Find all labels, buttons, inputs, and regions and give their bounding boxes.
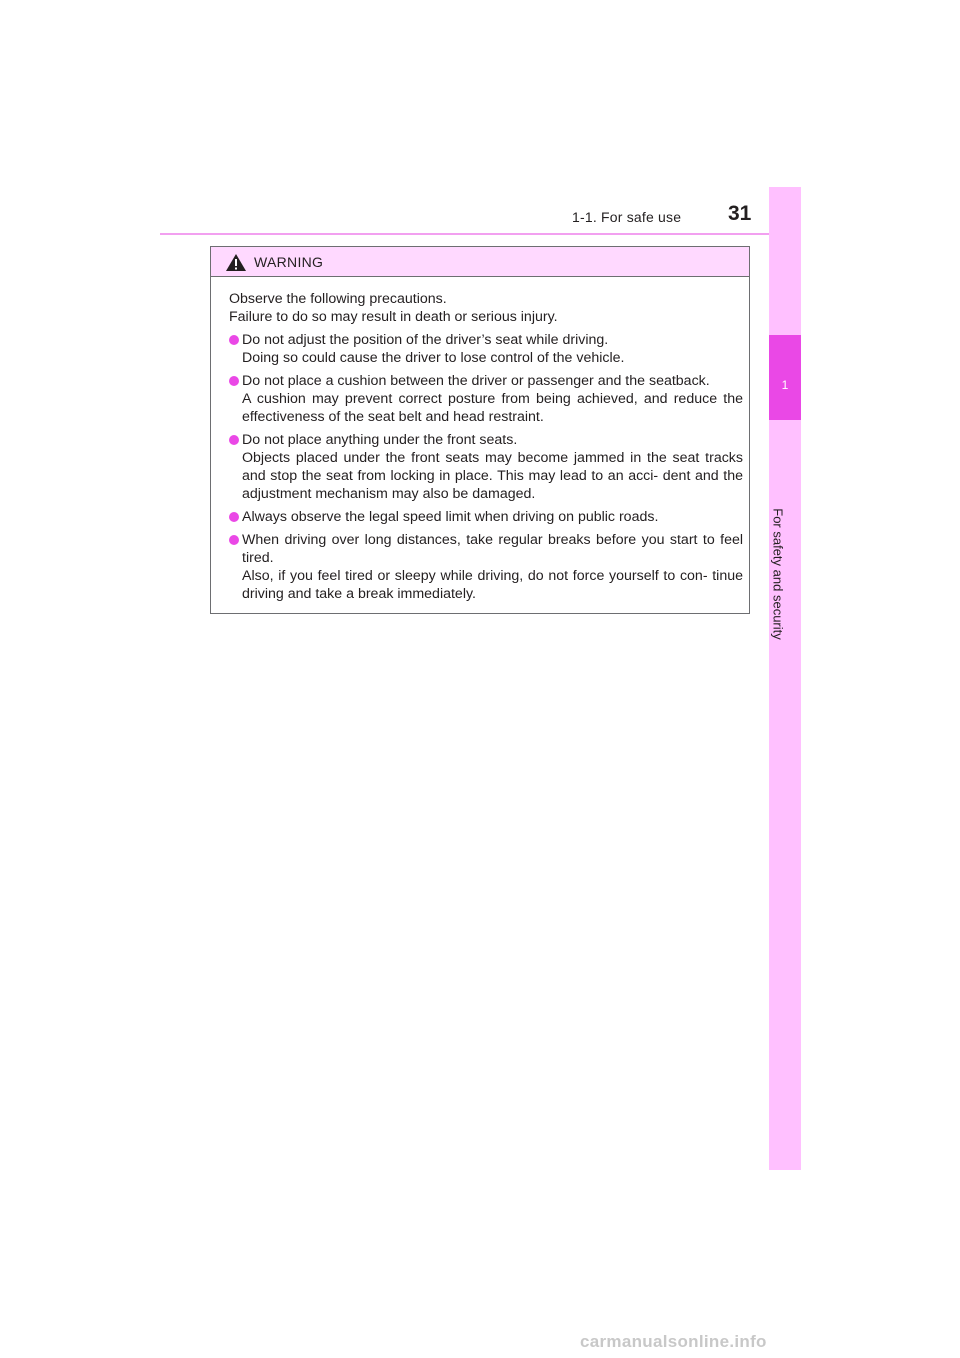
warning-header xyxy=(211,247,749,277)
precaution-item xyxy=(229,372,743,426)
precaution-item xyxy=(229,331,743,367)
warning-label: WARNING xyxy=(254,254,324,270)
bullet-dot-icon xyxy=(229,335,239,345)
intro-line: Observe the following precautions. xyxy=(229,291,447,307)
precaution-heading: Do not adjust the position of the driver’s seat while driving. xyxy=(242,332,609,348)
precaution-heading: Do not place anything under the front seats. xyxy=(242,432,518,448)
bullet-dot-icon xyxy=(229,435,239,445)
page-number: 31 xyxy=(728,202,752,225)
precaution-detail: Doing so could cause the driver to lose control of the vehicle. xyxy=(242,350,625,366)
precaution-heading: When driving over long distances, take regular breaks before you start to feel tired. xyxy=(242,532,743,566)
precaution-item xyxy=(229,531,743,603)
precaution-list xyxy=(229,331,743,603)
precaution-detail: Also, if you feel tired or sleepy while driving, do not force yourself to con- tinue driving and take a break immediately. xyxy=(242,568,743,602)
warning-body xyxy=(211,277,749,603)
chapter-title-text: For safety and security xyxy=(770,508,786,640)
header-section-title: 1-1. For safe use xyxy=(572,209,682,225)
precaution-heading: Do not place a cushion between the driver or passenger and the seatback. xyxy=(242,373,710,389)
precaution-detail: Objects placed under the front seats may become jammed in the seat tracks and stop the seat from locking in place. This may lead to an acci- dent and the adjustment mechanism may also be damaged. xyxy=(242,450,743,502)
intro-line: Failure to do so may result in death or serious injury. xyxy=(229,309,558,325)
bullet-dot-icon xyxy=(229,376,239,386)
precaution-detail: A cushion may prevent correct posture from being achieved, and reduce the effectiveness of the seat belt and head restraint. xyxy=(242,391,743,425)
watermark: carmanualsonline.info xyxy=(580,1332,767,1351)
warning-triangle-icon xyxy=(225,253,247,272)
precaution-heading: Always observe the legal speed limit when driving on public roads. xyxy=(242,509,659,525)
precaution-item xyxy=(229,431,743,503)
header-divider xyxy=(160,233,800,235)
chapter-number: 1 xyxy=(781,378,789,392)
bullet-dot-icon xyxy=(229,535,239,545)
bullet-dot-icon xyxy=(229,512,239,522)
warning-box xyxy=(210,246,750,614)
precaution-item xyxy=(229,508,743,526)
warning-intro xyxy=(229,290,743,326)
